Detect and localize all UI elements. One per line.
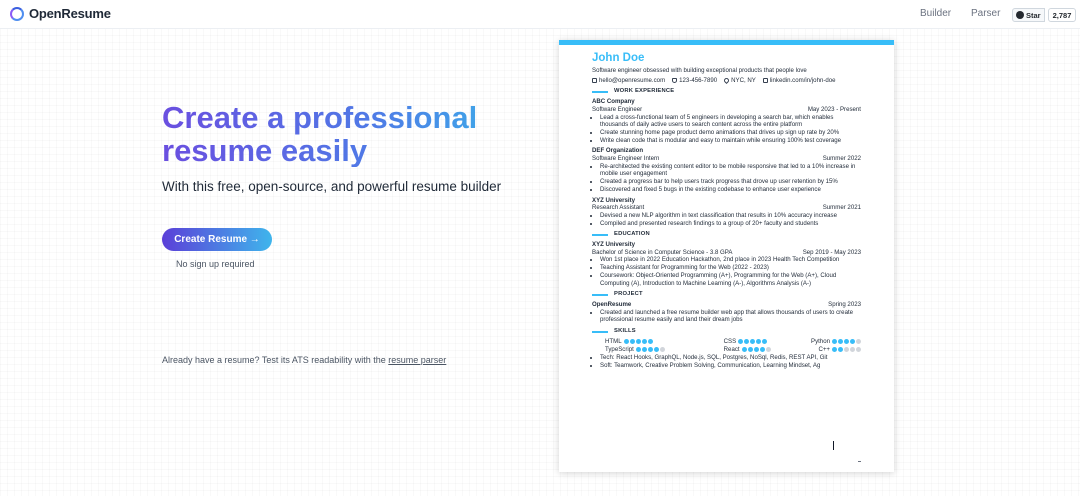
project-bullets [592, 309, 861, 324]
rating-dot [748, 347, 753, 352]
rating-dot [832, 339, 837, 344]
rating-dot [648, 339, 653, 344]
skill-rating [742, 347, 771, 352]
location-icon [723, 77, 730, 84]
contact-location [724, 77, 756, 85]
section-accent-bar [592, 234, 608, 236]
logo-text: OpenResume [29, 6, 111, 21]
bullet-item: • Devised a new NLP algorithm in text classification that results in 10% accuracy increase [600, 212, 861, 220]
resume-summary: Software engineer obsessed with building exceptional products that people love [592, 67, 807, 74]
rating-dot [642, 347, 647, 352]
rating-dot [850, 339, 855, 344]
rating-dot [844, 339, 849, 344]
skill-bullets [592, 354, 861, 369]
rating-dot [850, 347, 855, 352]
logo[interactable] [10, 6, 111, 21]
project-date: Spring 2023 [828, 300, 861, 308]
github-star-button[interactable] [1012, 8, 1045, 22]
rating-dot [636, 339, 641, 344]
rating-dot [654, 347, 659, 352]
bullet-item: • Soft: Teamwork, Creative Problem Solving, Communication, Learning Mindset, Ag [600, 362, 861, 370]
resume-name: John Doe [592, 52, 645, 64]
rating-dot [642, 339, 647, 344]
bullet-item: • Compiled and presented research findings to a group of 20+ faculty and students [600, 220, 861, 228]
contact-phone [672, 77, 717, 85]
work-bullets [592, 114, 861, 145]
rating-dot [624, 339, 629, 344]
rating-dot [838, 339, 843, 344]
work-org: ABC Company [592, 98, 635, 106]
skills-grid [592, 338, 861, 353]
section-accent-bar [592, 294, 608, 296]
rating-dot [742, 347, 747, 352]
work-date: May 2023 - Present [807, 105, 861, 113]
parser-prompt [162, 355, 446, 365]
skill-rating [832, 347, 861, 352]
section-title: SKILLS [614, 328, 636, 335]
section-title: PROJECT [614, 291, 643, 298]
skill-name: React [723, 345, 740, 353]
contact-location-text: NYC, NY [731, 76, 756, 84]
section-title: WORK EXPERIENCE [614, 88, 675, 95]
work-entry [592, 147, 861, 193]
education-degree: Bachelor of Science in Computer Science - 3.8 GPA [592, 248, 733, 256]
work-org: DEF Organization [592, 147, 644, 155]
bullet-item: • Created and launched a free resume builder web app that allows thousands of users to create professional resume easily and land their dream jobs [600, 309, 861, 324]
rating-dot [844, 347, 849, 352]
work-title-row [592, 155, 861, 163]
rating-dot [648, 347, 653, 352]
skill-item [682, 346, 772, 354]
contact-phone-text: 123-456-7890 [679, 76, 718, 84]
skill-name: TypeScript [605, 345, 634, 353]
contact-linkedin [763, 77, 836, 85]
skill-item [592, 338, 682, 346]
rating-dot [756, 339, 761, 344]
skill-name: Python [811, 337, 830, 345]
skill-item [592, 346, 682, 354]
skill-name: HTML [605, 337, 622, 345]
bullet-item: • Won 1st place in 2022 Education Hackathon, 2nd place in 2023 Health Tech Competition [600, 256, 861, 264]
work-entry [592, 197, 861, 228]
contact-linkedin-text: linkedin.com/in/john-doe [769, 76, 836, 84]
rating-dot [856, 347, 861, 352]
rating-dot [738, 339, 743, 344]
contact-email [592, 77, 665, 85]
rating-dot [766, 347, 771, 352]
work-bullets [592, 212, 861, 227]
rating-dot [856, 339, 861, 344]
skill-rating [832, 339, 861, 344]
rating-dot [744, 339, 749, 344]
parser-prompt-text: Already have a resume? Test its ATS readability with the [162, 355, 389, 365]
github-icon [1016, 11, 1024, 19]
resume-contacts [592, 77, 861, 85]
hero-title: Create a professional resume easily [162, 101, 542, 167]
section-accent-bar [592, 91, 608, 93]
work-title: Research Assistant [592, 204, 645, 212]
section-title: EDUCATION [614, 231, 650, 238]
section-accent-bar [592, 331, 608, 333]
rating-dot [750, 339, 755, 344]
resume-body [559, 45, 894, 370]
skill-item [682, 338, 772, 346]
project-entry [592, 301, 861, 324]
rating-dot [630, 339, 635, 344]
github-star-label: Star [1026, 10, 1041, 20]
rating-dot [762, 339, 767, 344]
no-signup-note: No sign up required [176, 259, 255, 269]
project-name-row [592, 301, 861, 309]
section-heading-work [592, 88, 861, 96]
rating-dot [754, 347, 759, 352]
logo-icon [10, 7, 24, 21]
contact-email-text: hello@openresume.com [599, 76, 666, 84]
bullet-item: • Re-architected the existing content editor to be mobile responsive that led to a 10% increase in mobile user engagement [600, 163, 861, 178]
linkedin-icon [763, 78, 768, 83]
text-cursor [833, 441, 834, 450]
bullet-item: • Write clean code that is modular and easy to maintain while ensuring 100% test coverage [600, 137, 861, 145]
education-org: XYZ University [592, 241, 636, 249]
top-nav [0, 0, 1080, 29]
nav-parser-link[interactable]: Parser [971, 8, 1001, 19]
skill-rating [624, 339, 653, 344]
bullet-item: • Create stunning home page product demo animations that drives up sign up rate by 20% [600, 129, 861, 137]
skill-name: C++ [818, 345, 830, 353]
rating-dot [660, 347, 665, 352]
work-bullets [592, 163, 861, 194]
bullet-item: • Discovered and fixed 5 bugs in the existing codebase to enhance user experience [600, 186, 861, 194]
work-org: XYZ University [592, 196, 636, 204]
github-star-count[interactable]: 2,787 [1048, 8, 1077, 22]
bullet-item: • Coursework: Object-Oriented Programming (A+), Programming for the Web (A+), Cloud Computing (A), Introduction to Machine Learning (A-), Algorithms Analysis (A-) [600, 272, 861, 287]
phone-icon [672, 78, 677, 83]
section-heading-education [592, 231, 861, 239]
project-name: OpenResume [592, 300, 632, 308]
page-corner-mark [858, 461, 861, 462]
resume-preview [559, 40, 894, 472]
work-date: Summer 2021 [822, 204, 861, 212]
section-heading-skills [592, 328, 861, 336]
work-date: Summer 2022 [822, 155, 861, 163]
work-entry [592, 98, 861, 144]
skill-rating [738, 339, 767, 344]
nav-builder-link[interactable]: Builder [920, 8, 952, 19]
skill-rating [636, 347, 665, 352]
education-date: Sep 2019 - May 2023 [802, 248, 861, 256]
work-title: Software Engineer [592, 105, 643, 113]
education-entry [592, 241, 861, 287]
hero-subtitle: With this free, open-source, and powerful resume builder [162, 179, 502, 194]
github-star-widget [1012, 8, 1076, 22]
education-degree-row [592, 249, 861, 257]
bullet-item: • Tech: React Hooks, GraphQL, Node.js, SQL, Postgres, NoSql, Redis, REST API, Git [600, 354, 861, 362]
rating-dot [636, 347, 641, 352]
bullet-item: • Teaching Assistant for Programming for the Web (2022 - 2023) [600, 264, 861, 272]
bullet-item: • Lead a cross-functional team of 5 engineers in developing a search bar, which enables thousands of daily active users to search content across the entire platform [600, 114, 861, 129]
rating-dot [838, 347, 843, 352]
bullet-item: • Created a progress bar to help users track progress that drove up user retention by 15% [600, 178, 861, 186]
mail-icon [592, 78, 597, 83]
rating-dot [832, 347, 837, 352]
work-title-row [592, 106, 861, 114]
work-title: Software Engineer Intern [592, 155, 660, 163]
education-bullets [592, 256, 861, 287]
resume-parser-link[interactable]: resume parser [388, 355, 447, 365]
skill-item [771, 338, 861, 346]
work-title-row [592, 204, 861, 212]
create-resume-button[interactable]: Create Resume → [162, 228, 272, 251]
rating-dot [760, 347, 765, 352]
section-heading-project [592, 291, 861, 299]
skill-name: CSS [723, 337, 737, 345]
skill-item [771, 346, 861, 354]
